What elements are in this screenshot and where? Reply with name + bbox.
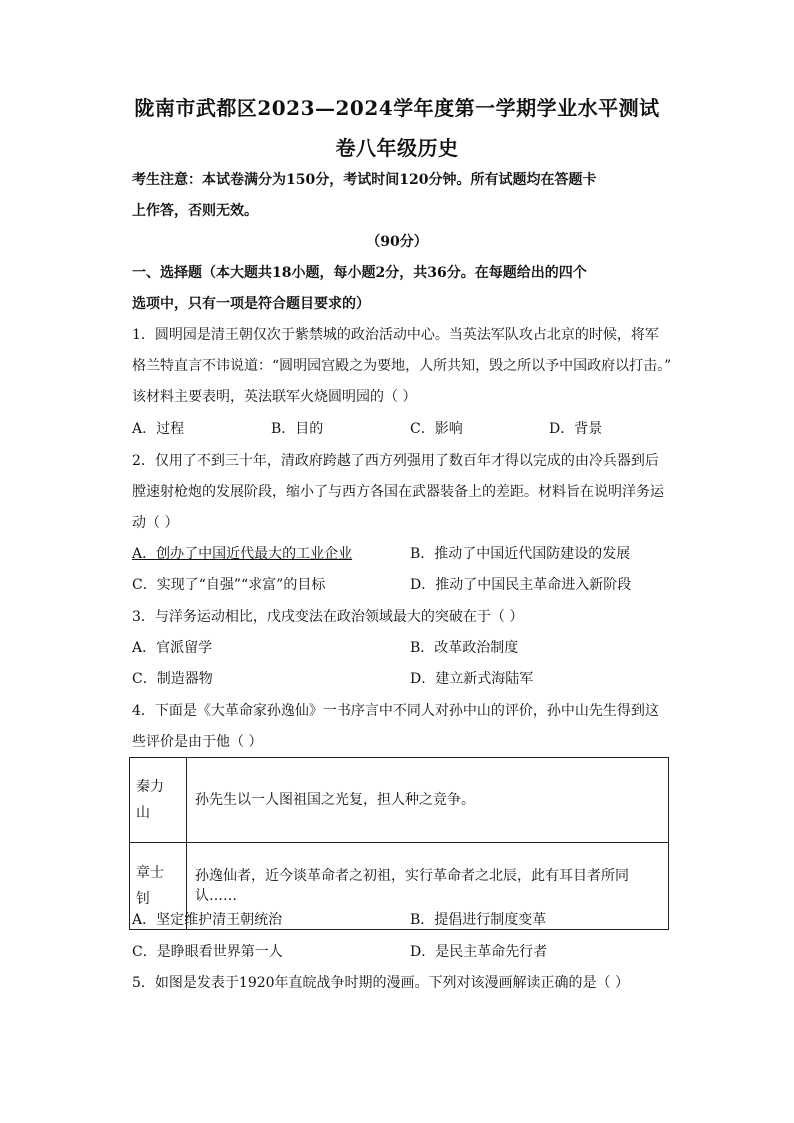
q2-line3: 动（ ） <box>132 515 179 531</box>
evaluator-name-part2: 钊 <box>136 891 150 907</box>
q4-option-b: B．提倡进行制度变革 <box>410 912 547 928</box>
q2-line1: 2．仅用了不到三十年，清政府跨越了西方列强用了数百年才得以完成的由冷兵器到后 <box>132 453 659 469</box>
section1-line2: 选项中，只有一项是符合题目要求的） <box>132 296 370 312</box>
section1-line1: 一、选择题（本大题共18小题，每小题2分，共36分。在每题给出的四个 <box>132 265 587 281</box>
evaluation-text: 孙逸仙者，近今谈革命者之初祖，实行革命者之北辰，此有耳目者所同认…… <box>187 843 669 930</box>
q3-option-d: D．建立新式海陆军 <box>410 671 534 687</box>
q3-option-c: C．制造器物 <box>132 671 213 687</box>
q3-line1: 3．与洋务运动相比，戊戌变法在政治领域最大的突破在于（ ） <box>132 609 524 625</box>
q1-line3: 该材料主要表明，英法联军火烧圆明园的（ ） <box>132 389 417 405</box>
evaluator-name-part1: 章士 <box>136 865 164 881</box>
notice-line2: 上作答，否则无效。 <box>132 203 258 219</box>
q1-option-c: C．影响 <box>410 421 463 437</box>
q1-option-d: D．背景 <box>549 421 603 437</box>
q4-line1: 4．下面是《大革命家孙逸仙》一书序言中不同人对孙中山的评价，孙中山先生得到这 <box>132 703 659 719</box>
q1-option-b: B．目的 <box>271 421 324 437</box>
q4-option-a: A．坚定维护清王朝统治 <box>132 912 283 928</box>
score-label: （90分） <box>366 234 428 250</box>
evaluation-table <box>129 757 669 930</box>
q4-line2: 些评价是由于他（ ） <box>132 734 263 750</box>
q2-option-c: C．实现了“自强”“求富”的目标 <box>132 577 326 593</box>
q1-line1: 1．圆明园是清王朝仅次于紫禁城的政治活动中心。当英法军队攻占北京的时候，将军 <box>132 327 659 343</box>
q4-option-d: D．是民主革命先行者 <box>410 944 548 960</box>
q1-line2: 格兰特直言不讳说道：“圆明园宫殿之为要地，人所共知，毁之所以予中国政府以打击。” <box>132 358 672 374</box>
evaluator-name-part2: 山 <box>136 805 150 821</box>
q1-option-a: A．过程 <box>132 421 185 437</box>
q2-option-d: D．推动了中国民主革命进入新阶段 <box>410 577 632 593</box>
q3-option-a: A．官派留学 <box>132 640 213 656</box>
evaluation-text: 孙先生以一人图祖国之光复，担人种之竞争。 <box>187 758 669 843</box>
q3-option-b: B．改革政治制度 <box>410 640 519 656</box>
q2-line2: 膛速射枪炮的发展阶段，缩小了与西方各国在武器装备上的差距。材料旨在说明洋务运 <box>132 484 664 500</box>
evaluator-name-part1: 秦力 <box>136 779 164 795</box>
q2-option-a: A．创办了中国近代最大的工业企业 <box>132 546 353 562</box>
q2-option-b: B．推动了中国近代国防建设的发展 <box>410 546 631 562</box>
table-row <box>130 758 669 843</box>
q4-option-c: C．是睁眼看世界第一人 <box>132 944 283 960</box>
q5-line1: 5．如图是发表于1920年直皖战争时期的漫画。下列对该漫画解读正确的是（ ） <box>132 975 629 991</box>
notice-line1: 考生注意：本试卷满分为150分，考试时间120分钟。所有试题均在答题卡 <box>132 172 597 188</box>
evaluator-name-cell <box>130 758 187 843</box>
exam-title-line2: 卷八年级历史 <box>335 136 459 160</box>
exam-title-line1: 陇南市武都区2023—2024学年度第一学期学业水平测试 <box>134 96 660 120</box>
